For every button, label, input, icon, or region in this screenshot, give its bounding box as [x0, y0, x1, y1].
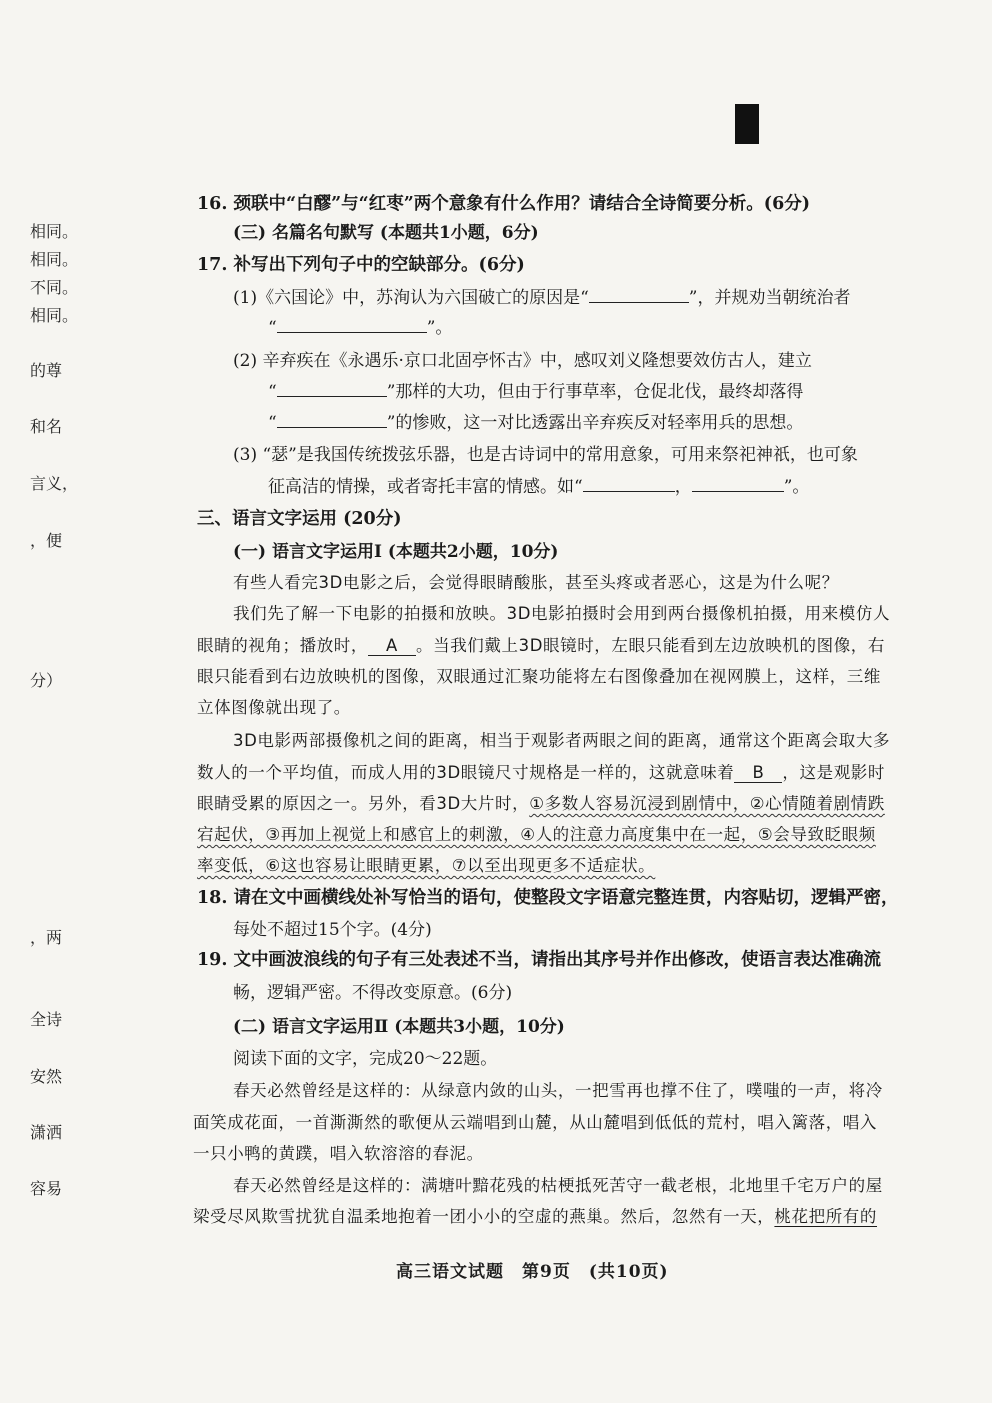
margin-fragment: 相同。	[30, 306, 79, 325]
page-footer: 高三语文试题 第9页 (共10页)	[396, 1262, 669, 1282]
comma: ，	[674, 477, 692, 497]
spring-p1-line-3: 一只小鸭的黄蹼，唱入软溶溶的春泥。	[193, 1144, 484, 1163]
blank-a[interactable]: A	[368, 636, 416, 656]
passage-text: 数人的一个平均值，而成人用的3D眼镜尺寸规格是一样的，这就意味着	[197, 763, 735, 782]
q17-item-3-line-2	[268, 472, 809, 497]
quote-close: ”。	[426, 318, 453, 338]
scan-mark	[735, 104, 759, 144]
passage-text: ，这是观影时	[782, 763, 886, 782]
q17-1-text-a: (1)《六国论》中，苏洵认为六国破亡的原因是“	[233, 288, 589, 308]
margin-fragment: 相同。	[30, 250, 79, 269]
margin-fragment: 相同。	[30, 222, 79, 241]
underlined-text: 桃花把所有的	[774, 1207, 878, 1226]
wavy-underlined-text: ①多数人容易沉浸到剧情中，②心情随着剧情跌	[529, 794, 885, 813]
spring-p1-line-1: 春天必然曾经是这样的：从绿意内敛的山头，一把雪再也撑不住了，噗嗤的一声，将冷	[233, 1081, 883, 1100]
quote-open: “	[268, 318, 277, 338]
passage-p2-line-3: 眼只能看到右边放映机的图像，双眼通过汇聚功能将左右图像叠加在视网膜上，这样，三维	[197, 667, 881, 686]
question-18-line-2: 每处不超过15个字。(4分)	[233, 920, 432, 940]
margin-fragment: 安然	[30, 1067, 63, 1086]
passage-p3-line-5: 率变低，⑥这也容易让眼睛更累，⑦以至出现更多不适症状。	[197, 856, 656, 875]
quote-close: ”。	[783, 477, 810, 497]
q17-2-text: ”那样的大功，但由于行事草率，仓促北伐，最终却落得	[386, 382, 804, 402]
spring-p1-line-2: 面笑成花面，一首澌澌然的歌便从云端唱到山麓，从山麓唱到低低的荒村，唱入篱落，唱入	[193, 1113, 877, 1132]
q17-item-1-line-1	[233, 283, 850, 308]
passage-p2-line-2	[197, 632, 885, 656]
q17-item-2-line-1: (2) 辛弃疾在《永遇乐·京口北固亭怀古》中，感叹刘义隆想要效仿古人，建立	[233, 351, 812, 371]
fill-blank[interactable]	[277, 314, 427, 333]
part-3-1-heading: (一) 语言文字运用Ⅰ (本题共2小题，10分)	[233, 542, 559, 562]
q17-item-2-line-2	[268, 377, 803, 402]
margin-fragment: 容易	[30, 1179, 63, 1198]
passage-text: 眼睛的视角；播放时，	[197, 636, 368, 655]
passage-p3-line-3	[197, 790, 885, 814]
q17-2-text: ”的惨败，这一对比透露出辛弃疾反对轻率用兵的思想。	[386, 413, 804, 433]
question-18: 18. 请在文中画横线处补写恰当的语句，使整段文字语意完整连贯，内容贴切，逻辑严密，	[197, 888, 899, 908]
blank-b[interactable]: B	[734, 763, 782, 783]
margin-fragment: 不同。	[30, 278, 79, 297]
question-17: 17. 补写出下列句子中的空缺部分。(6分)	[197, 255, 525, 275]
spring-p2-line-2	[193, 1203, 877, 1227]
spring-p2-line-1: 春天必然曾经是这样的：满塘叶黯花残的枯梗抵死苦守一截老根，北地里千宅万户的屋	[233, 1176, 883, 1195]
passage-text: 眼睛受累的原因之一。另外，看3D大片时，	[197, 794, 530, 813]
passage-p3-line-4: 宕起伏，③再加上视觉上和感官上的刺激，④人的注意力高度集中在一起，⑤会导致眨眼频	[197, 825, 876, 844]
q17-item-2-line-3	[268, 408, 803, 433]
passage-text: 。当我们戴上3D眼镜时，左眼只能看到左边放映机的图像，右	[416, 636, 886, 655]
margin-fragment: 潇洒	[30, 1123, 63, 1142]
margin-fragment: 和名	[30, 417, 63, 436]
fill-blank[interactable]	[589, 284, 689, 303]
section-heading-famous-lines: (三) 名篇名句默写 (本题共1小题，6分)	[233, 223, 539, 243]
passage-p2-line-4: 立体图像就出现了。	[197, 698, 351, 717]
question-19-line-2: 畅，逻辑严密。不得改变原意。(6分)	[233, 983, 513, 1003]
part-3-heading: 三、语言文字运用 (20分)	[197, 509, 402, 529]
part-3-2-heading: (二) 语言文字运用Ⅱ (本题共3小题，10分)	[233, 1017, 565, 1037]
passage-p2-line-1: 我们先了解一下电影的拍摄和放映。3D电影拍摄时会用到两台摄像机拍摄，用来模仿人	[233, 604, 891, 623]
passage-text: 梁受尽风欺雪扰犹自温柔地抱着一团小小的空虚的燕巢。然后，忽然有一天，	[193, 1207, 775, 1226]
margin-fragment: 言义，	[30, 474, 79, 493]
fill-blank[interactable]	[277, 378, 387, 397]
q17-1-text-b: ”，并规劝当朝统治者	[688, 288, 851, 308]
margin-fragment: 的尊	[30, 361, 63, 380]
fill-blank[interactable]	[692, 473, 784, 492]
passage-p3-line-2	[197, 759, 885, 783]
q17-item-3-line-1: (3) “瑟”是我国传统拨弦乐器，也是古诗词中的常用意象，可用来祭祀神祇，也可象	[233, 445, 858, 465]
quote-open: “	[268, 413, 277, 433]
question-16: 16. 颈联中“白醪”与“红枣”两个意象有什么作用？请结合全诗简要分析。(6分)	[197, 194, 811, 214]
passage-paragraph-1: 有些人看完3D电影之后，会觉得眼睛酸胀，甚至头疼或者恶心，这是为什么呢？	[233, 573, 839, 592]
reading-instruction: 阅读下面的文字，完成20～22题。	[233, 1049, 498, 1069]
q17-3-text: 征高洁的情操，或者寄托丰富的情感。如“	[268, 477, 583, 497]
margin-fragment: ，便	[30, 531, 63, 550]
quote-open: “	[268, 382, 277, 402]
question-19: 19. 文中画波浪线的句子有三处表述不当，请指出其序号并作出修改，使语言表达准确流	[197, 950, 882, 970]
fill-blank[interactable]	[583, 473, 675, 492]
fill-blank[interactable]	[277, 409, 387, 428]
margin-fragment: 全诗	[30, 1010, 63, 1029]
margin-fragment: 分）	[30, 671, 63, 690]
passage-p3-line-1: 3D电影两部摄像机之间的距离，相当于观影者两眼之间的距离，通常这个距离会取大多	[233, 731, 891, 750]
margin-fragment: ，两	[30, 928, 63, 947]
q17-item-1-line-2	[268, 313, 452, 338]
